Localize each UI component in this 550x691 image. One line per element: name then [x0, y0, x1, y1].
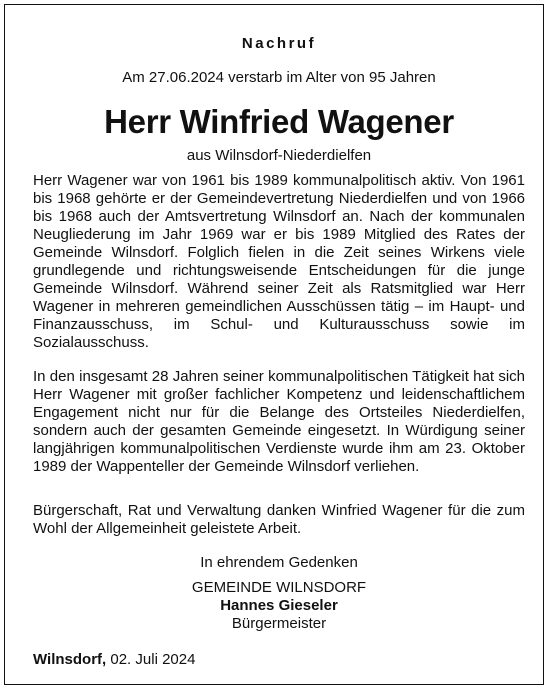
dateline-place: Wilnsdorf, [33, 651, 107, 668]
municipality-name: GEMEINDE WILNSDORF [191, 579, 367, 596]
signatory-name: Hannes Gieseler [220, 597, 338, 614]
thanks-paragraph: Bürgerschaft, Rat und Verwaltung danken Winfried Wagener für die zum Wohl der Allgemeinheit geleistete Arbeit. [33, 502, 525, 537]
obituary-notice [4, 4, 544, 685]
merits-paragraph: In den insgesamt 28 Jahren seiner kommunalpolitischen Tätigkeit hat sich Herr Wagener mit großer fachlicher Kompetenz und leidenschaftlichem Engagement nicht nur für die Belange des Ortsteiles Niederdielfen, sondern auch der gesamten Gemeinde eingesetzt. In Würdigung seiner langjährigen kommunalpolitischen Verdienste wurde ihm am 23. Oktober 1989 der Wappenteller der Gemeinde Wilnsdorf verliehen. [33, 368, 525, 475]
death-announcement: Am 27.06.2024 verstarb im Alter von 95 Jahren [122, 69, 436, 86]
deceased-name: Herr Winfried Wagener [104, 103, 454, 140]
dateline-date: 02. Juli 2024 [110, 651, 196, 668]
signatory-title: Bürgermeister [231, 615, 327, 632]
deceased-origin: aus Wilnsdorf-Niederdielfen [186, 147, 372, 164]
closing-phrase: In ehrendem Gedenken [200, 554, 358, 571]
notice-heading: Nachruf [241, 35, 317, 52]
biography-paragraph: Herr Wagener war von 1961 bis 1989 kommunalpolitisch aktiv. Von 1961 bis 1968 gehörte er der Gemeindevertretung Niederdielfen und von 1966 bis 1968 auch der Amtsvertretung Wilnsdorf an. Nach der kommunalen Neugliederung im Jahr 1969 war er bis 1989 Mitglied des Rates der Gemeinde Wilnsdorf. Folglich fielen in die Zeit seines Wirkens viele grundlegende und richtungsweisende Entscheidungen für die junge Gemeinde Wilnsdorf. Während seiner Zeit als Ratsmitglied war Herr Wagener in mehreren gemeindlichen Ausschüssen tätig – im Haupt- und Finanzausschuss, im Schul- und Kulturausschuss sowie im Sozialausschuss. [33, 172, 525, 351]
dateline [33, 651, 195, 668]
